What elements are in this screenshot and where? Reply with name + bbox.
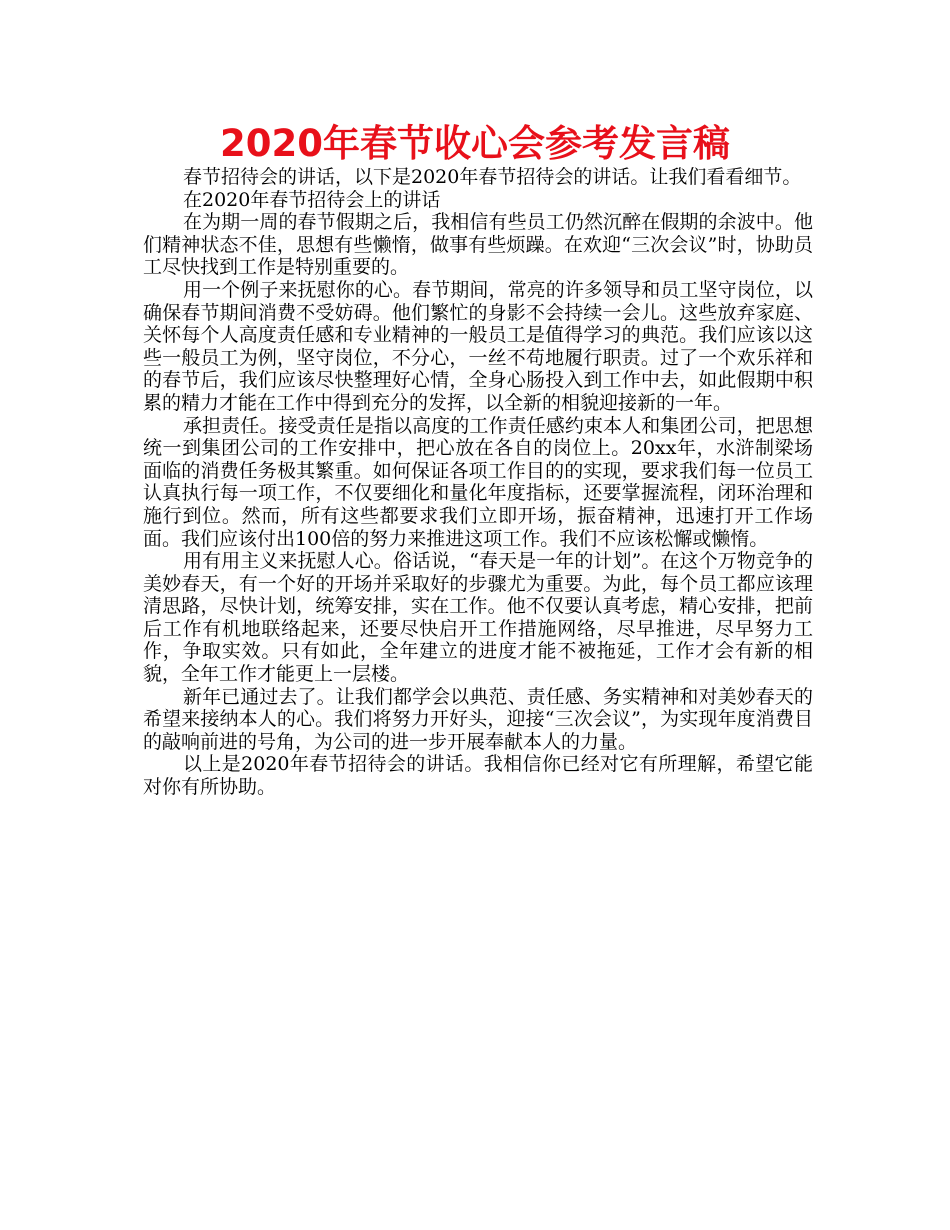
document-title: 2020年春节收心会参考发言稿 xyxy=(220,122,730,165)
paragraph-new-year: 新年已通过去了。让我们都学会以典范、责任感、务实精神和对美妙春天的希望来接纳本人的心。我们将努力开好头，迎接“三次会议”，为实现年度消费目的敲响前进的号角，为公司的进一步开展奉献本人的力量。 xyxy=(143,685,813,753)
paragraph-after-holiday: 在为期一周的春节假期之后，我相信有些员工仍然沉醉在假期的余波中。他们精神状态不佳，思想有些懒惰，做事有些烦躁。在欢迎“三次会议”时，协助员工尽快找到工作是特别重要的。 xyxy=(143,211,813,279)
paragraph-subheading: 在2020年春节招待会上的讲话 xyxy=(183,188,441,211)
paragraph-pragmatism: 用有用主义来抚慰人心。俗话说，“春天是一年的计划”。在这个万物竞争的美妙春天，有一个好的开场并采取好的步骤尤为重要。为此，每个员工都应该理清思路，尽快计划，统筹安排，实在工作。他不仅要认真考虑，精心安排，把前后工作有机地联络起来，还要尽快启开工作措施网络，尽早推进，尽早努力工作，争取实效。只有如此，全年建立的进度才能不被拖延，工作才会有新的相貌，全年工作才能更上一层楼。 xyxy=(143,550,813,686)
document-body xyxy=(143,166,813,799)
paragraph-intro: 春节招待会的讲话，以下是2020年春节招待会的讲话。让我们看看细节。 xyxy=(183,166,802,188)
paragraph-responsibility: 承担责任。接受责任是指以高度的工作责任感约束本人和集团公司，把思想统一到集团公司的工作安排中，把心放在各自的岗位上。20xx年，水浒制梁场面临的消费任务极其繁重。如何保证各项工作目的的实现，要求我们每一位员工认真执行每一项工作，不仅要细化和量化年度指标，还要掌握流程，闭环治理和施行到位。然而，所有这些都要求我们立即开场，振奋精神，迅速打开工作场面。我们应该付出100倍的努力来推进这项工作。我们不应该松懈或懒惰。 xyxy=(143,414,813,550)
paragraph-closing: 以上是2020年春节招待会的讲话。我相信你已经对它有所理解，希望它能对你有所协助。 xyxy=(143,753,813,799)
paragraph-example: 用一个例子来抚慰你的心。春节期间，常亮的许多领导和员工坚守岗位，以确保春节期间消费不受妨碍。他们繁忙的身影不会持续一会儿。这些放弃家庭、关怀每个人高度责任感和专业精神的一般员工是值得学习的典范。我们应该以这些一般员工为例，坚守岗位，不分心，一丝不苟地履行职责。过了一个欢乐祥和的春节后，我们应该尽快整理好心情，全身心肠投入到工作中去，如此假期中积累的精力才能在工作中得到充分的发挥，以全新的相貌迎接新的一年。 xyxy=(143,278,813,414)
